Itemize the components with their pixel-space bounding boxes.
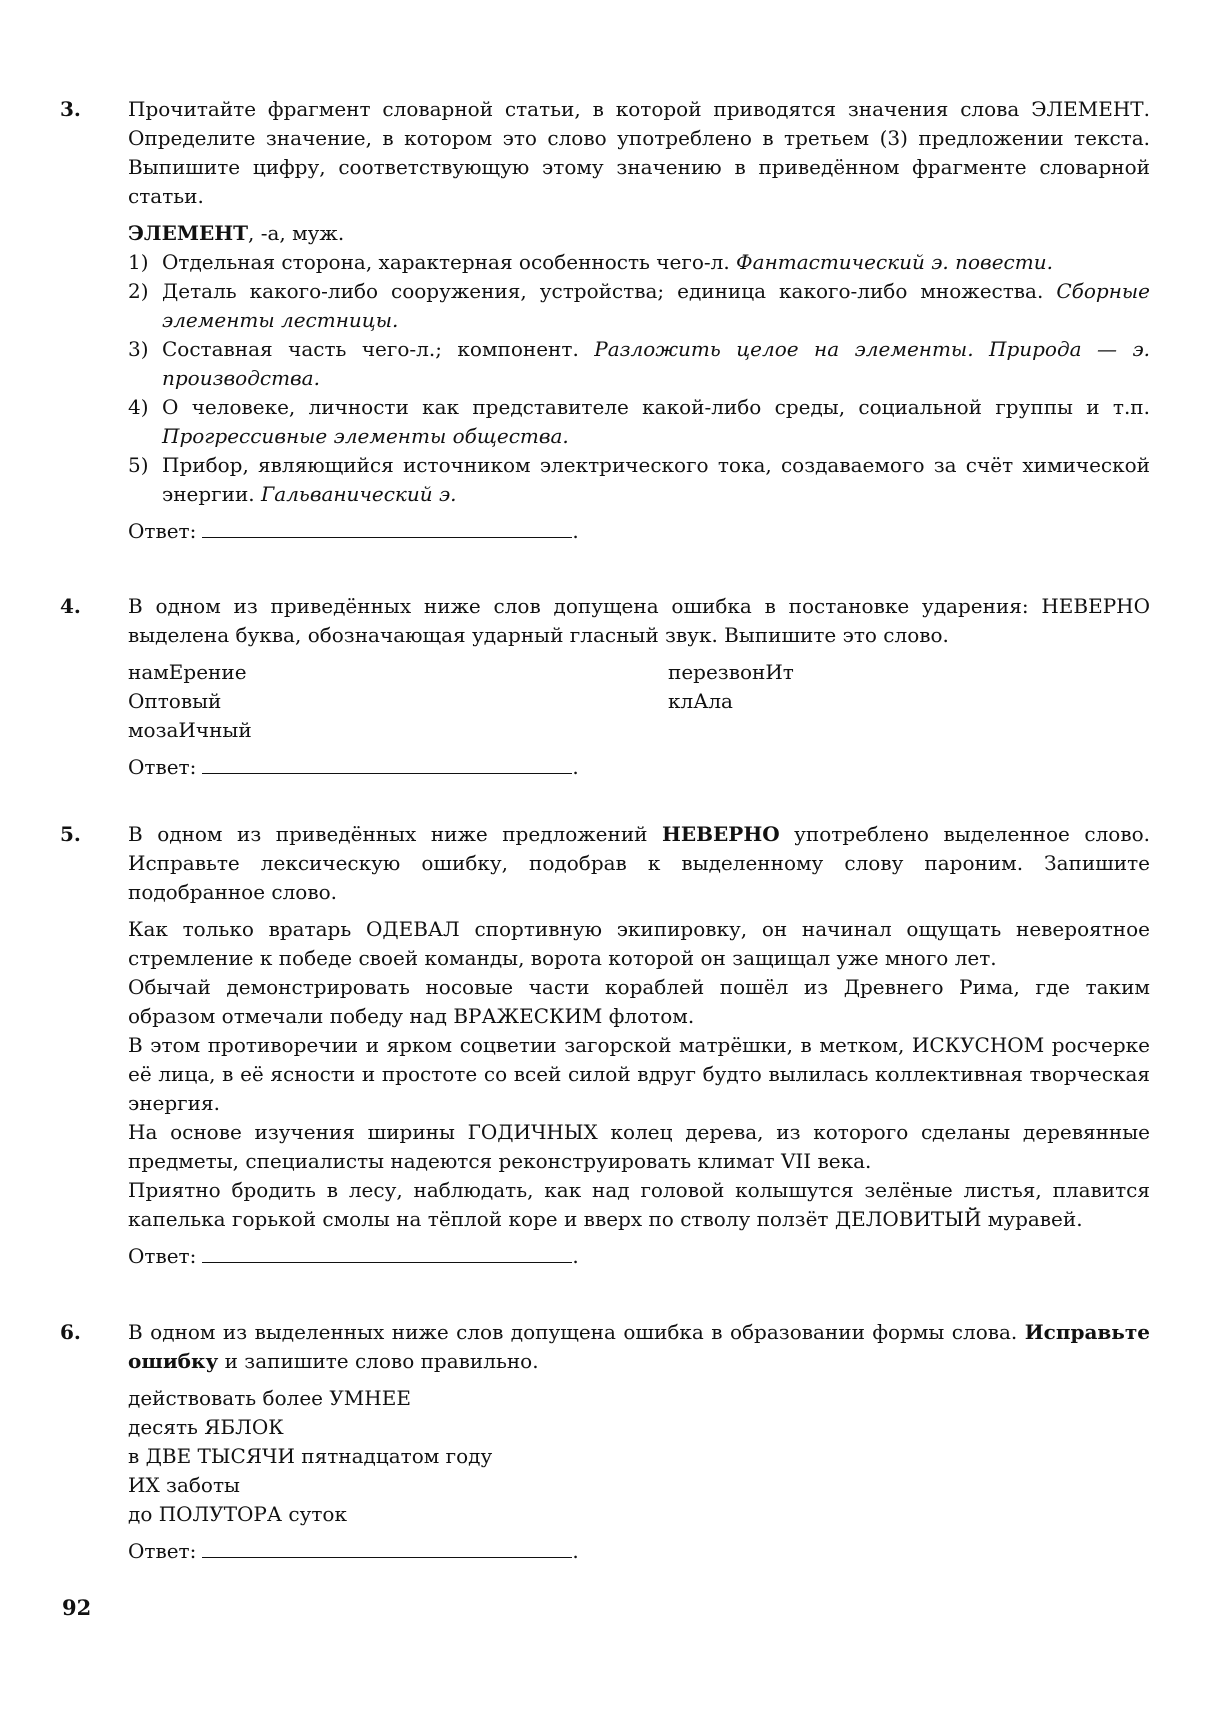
- task-number: 5.: [60, 822, 81, 846]
- task-instruction: В одном из приведённых ниже слов допущена ошибка в постановке ударения: НЕВЕРНО выделена буква, обозначающая ударный гласный звук. Выпишите это слово.: [128, 594, 1150, 647]
- task-body: [128, 1318, 1150, 1566]
- word-option: перезвонИт: [668, 660, 794, 684]
- phrase: действовать более УМНЕЕ: [128, 1386, 411, 1410]
- sentence: В этом противоречии и ярком соцветии загорской матрёшки, в метком, ИСКУСНОМ росчерке её лица, в её ясности и простоте со всей силой вдруг будто вылилась коллективная творческая энергия.: [128, 1033, 1150, 1115]
- page-number: 92: [62, 1595, 92, 1620]
- answer-line[interactable]: [202, 1244, 572, 1263]
- task-4: [60, 592, 1150, 782]
- task-number: 4.: [60, 594, 81, 618]
- answer-label: Ответ:: [128, 519, 197, 543]
- phrase: ИХ заботы: [128, 1473, 240, 1497]
- word-columns: [128, 658, 1150, 745]
- definition: 1) Отдельная сторона, характерная особенность чего-л. Фантастический э. повести.: [128, 250, 1053, 274]
- task-3: [60, 95, 1150, 546]
- word-option: Оптовый: [128, 689, 222, 713]
- definition: 2) Деталь какого-либо сооружения, устройства; единица какого-либо множества. Сборные элементы лестницы.: [128, 279, 1150, 332]
- task-body: [128, 820, 1150, 1271]
- answer-label: Ответ:: [128, 1244, 197, 1268]
- task-6: [60, 1318, 1150, 1566]
- word-column-left: [128, 658, 668, 745]
- task-5: [60, 820, 1150, 1271]
- definition-example: Прогрессивные элементы общества.: [162, 424, 569, 448]
- headword: ЭЛЕМЕНТ: [128, 221, 248, 245]
- task-instruction: В одном из приведённых ниже предложений НЕВЕРНО употреблено выделенное слово. Исправьте лексическую ошибку, подобрав к выделенному слову пароним. Запишите подобранное слово.: [128, 822, 1150, 904]
- phrase: до ПОЛУТОРА суток: [128, 1502, 347, 1526]
- answer-row: Ответ: .: [128, 519, 579, 543]
- definition: 4) О человеке, личности как представителе какой-либо среды, социальной группы и т.п. Прогрессивные элементы общества.: [128, 395, 1150, 448]
- answer-line[interactable]: [202, 755, 572, 774]
- definition-example: Сборные элементы лестницы.: [162, 279, 1150, 332]
- definition-example: Разложить целое на элементы. Природа — э. производства.: [162, 337, 1151, 390]
- word-option: намЕрение: [128, 660, 247, 684]
- phrase: десять ЯБЛОК: [128, 1415, 284, 1439]
- definition: 5) Прибор, являющийся источником электрического тока, создаваемого за счёт химической энергии. Гальванический э.: [128, 453, 1150, 506]
- answer-line[interactable]: [202, 519, 572, 538]
- definition-example: Гальванический э.: [261, 482, 457, 506]
- phrase: в ДВЕ ТЫСЯЧИ пятнадцатом году: [128, 1444, 493, 1468]
- sentence: Обычай демонстрировать носовые части кораблей пошёл из Древнего Рима, где таким образом отмечали победу над ВРАЖЕСКИМ флотом.: [128, 975, 1150, 1028]
- word-column-right: [668, 658, 1150, 745]
- answer-row: Ответ: .: [128, 755, 579, 779]
- task-number: 6.: [60, 1320, 81, 1344]
- task-number: 3.: [60, 97, 81, 121]
- definition: 3) Составная часть чего-л.; компонент. Разложить целое на элементы. Природа — э. производства.: [128, 337, 1151, 390]
- answer-row: Ответ: .: [128, 1244, 579, 1268]
- task-instruction: В одном из выделенных ниже слов допущена ошибка в образовании формы слова. Исправьте ошибку и запишите слово правильно.: [128, 1320, 1150, 1373]
- task-body: [128, 95, 1150, 546]
- task-instruction: Прочитайте фрагмент словарной статьи, в которой приводятся значения слова ЭЛЕМЕНТ. Определите значение, в котором это слово употреблено в третьем (3) предложении текста. Выпишите цифру, соответствующую этому значению в приведённом фрагменте словарной статьи.: [128, 97, 1150, 208]
- dictionary-entry-header: [128, 219, 1150, 248]
- task-body: [128, 592, 1150, 782]
- definition-example: Фантастический э. повести.: [736, 250, 1053, 274]
- sentence: На основе изучения ширины ГОДИЧНЫХ колец дерева, из которого сделаны деревянные предметы, специалисты надеются реконструировать климат VII века.: [128, 1120, 1150, 1173]
- grammar-note: , -а, муж.: [248, 221, 345, 245]
- sentence: Приятно бродить в лесу, наблюдать, как над головой колышутся зелёные листья, плавится капелька горькой смолы на тёплой коре и вверх по стволу ползёт ДЕЛОВИТЫЙ муравей.: [128, 1178, 1150, 1231]
- word-option: мозаИчный: [128, 718, 252, 742]
- answer-label: Ответ:: [128, 1539, 197, 1563]
- answer-line[interactable]: [202, 1539, 572, 1558]
- word-option: клАла: [668, 689, 733, 713]
- answer-row: Ответ: .: [128, 1539, 579, 1563]
- sentence: Как только вратарь ОДЕВАЛ спортивную экипировку, он начинал ощущать невероятное стремление к победе своей команды, ворота которой он защищал уже много лет.: [128, 917, 1150, 970]
- answer-label: Ответ:: [128, 755, 197, 779]
